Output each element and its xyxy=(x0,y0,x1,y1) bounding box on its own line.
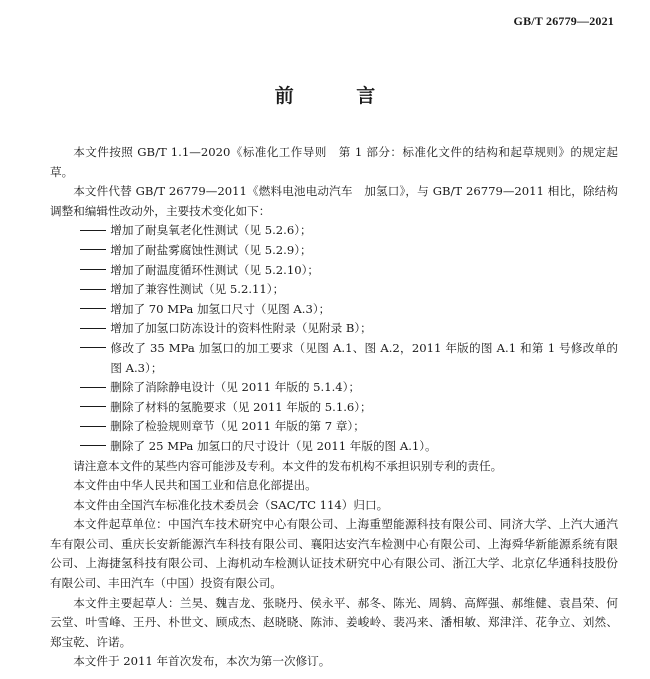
list-item: 增加了兼容性测试（见 5.2.11）； xyxy=(50,280,618,300)
dash-bullet xyxy=(80,269,106,270)
dash-bullet xyxy=(80,387,106,388)
standard-number: GB/T 26779—2021 xyxy=(513,14,614,28)
paragraph-technical-committee: 本文件由全国汽车标准化技术委员会（SAC/TC 114）归口。 xyxy=(73,497,389,512)
list-item: 删除了消除静电设计（见 2011 年版的 5.1.4）； xyxy=(50,378,618,398)
list-item: 修改了 35 MPa 加氢口的加工要求（见图 A.1、图 A.2，2011 年版的图 A.1 和第 1 号修改单的图 A.3）； xyxy=(50,339,618,378)
list-item: 增加了耐盐雾腐蚀性测试（见 5.2.9）； xyxy=(50,241,618,261)
dash-bullet xyxy=(80,445,106,446)
paragraph-revision-history: 本文件于 2011 年首次发布，本次为第一次修订。 xyxy=(73,654,331,669)
list-item: 增加了 70 MPa 加氢口尺寸（见图 A.3）； xyxy=(50,300,618,320)
list-item: 增加了耐温度循环性测试（见 5.2.10）； xyxy=(50,261,618,281)
changes-list xyxy=(50,221,618,456)
list-item: 增加了加氢口防冻设计的资料性附录（见附录 B）； xyxy=(50,319,618,339)
dash-bullet xyxy=(80,328,106,329)
list-item: 删除了材料的氢脆要求（见 2011 年版的 5.1.6）； xyxy=(50,398,618,418)
paragraph-proposer: 本文件由中华人民共和国工业和信息化部提出。 xyxy=(73,478,317,493)
dash-bullet xyxy=(80,289,106,290)
dash-bullet xyxy=(80,308,106,309)
dash-bullet xyxy=(80,230,106,231)
page-title: 前 言 xyxy=(274,85,404,107)
dash-bullet xyxy=(80,347,106,348)
list-item: 增加了耐臭氧老化性测试（见 5.2.6）； xyxy=(50,221,618,241)
list-item: 删除了 25 MPa 加氢口的尺寸设计（见 2011 年版的图 A.1）。 xyxy=(50,437,618,457)
foreword-body xyxy=(50,143,618,672)
paragraph-replacement: 本文件代替 GB/T 26779—2011《燃料电池电动汽车 加氢口》，与 GB/T 26779—2011 相比，除结构调整和编辑性改动外，主要技术变化如下： xyxy=(50,184,618,218)
list-item: 删除了检验规则章节（见 2011 年版的第 7 章）； xyxy=(50,417,618,437)
paragraph-drafting-rules: 本文件按照 GB/T 1.1—2020《标准化工作导则 第 1 部分：标准化文件的结构和起草规则》的规定起草。 xyxy=(50,145,618,179)
paragraph-drafting-organizations: 本文件起草单位：中国汽车技术研究中心有限公司、上海重塑能源科技有限公司、同济大学、上汽大通汽车有限公司、重庆长安新能源汽车科技有限公司、襄阳达安汽车检测中心有限公司、上海舜华新能源系统有限公司、上海捷氢科技有限公司、上海机动车检测认证技术研究中心有限公司、浙江大学、北京亿华通科技股份有限公司、丰田汽车（中国）投资有限公司。 xyxy=(50,517,618,591)
dash-bullet xyxy=(80,406,106,407)
paragraph-drafters: 本文件主要起草人：兰昊、魏吉龙、张晓丹、侯永平、郝冬、陈光、周鸫、高辉强、郝维健、袁昌荣、何云堂、叶雪峰、王丹、朴世文、顾成杰、赵晓晓、陈沛、姜峻岭、裴冯来、潘相敏、郑津洋、花争立、刘然、郑宝乾、许诺。 xyxy=(50,595,618,649)
paragraph-patent-notice: 请注意本文件的某些内容可能涉及专利。本文件的发布机构不承担识别专利的责任。 xyxy=(73,458,503,473)
dash-bullet xyxy=(80,426,106,427)
dash-bullet xyxy=(80,249,106,250)
